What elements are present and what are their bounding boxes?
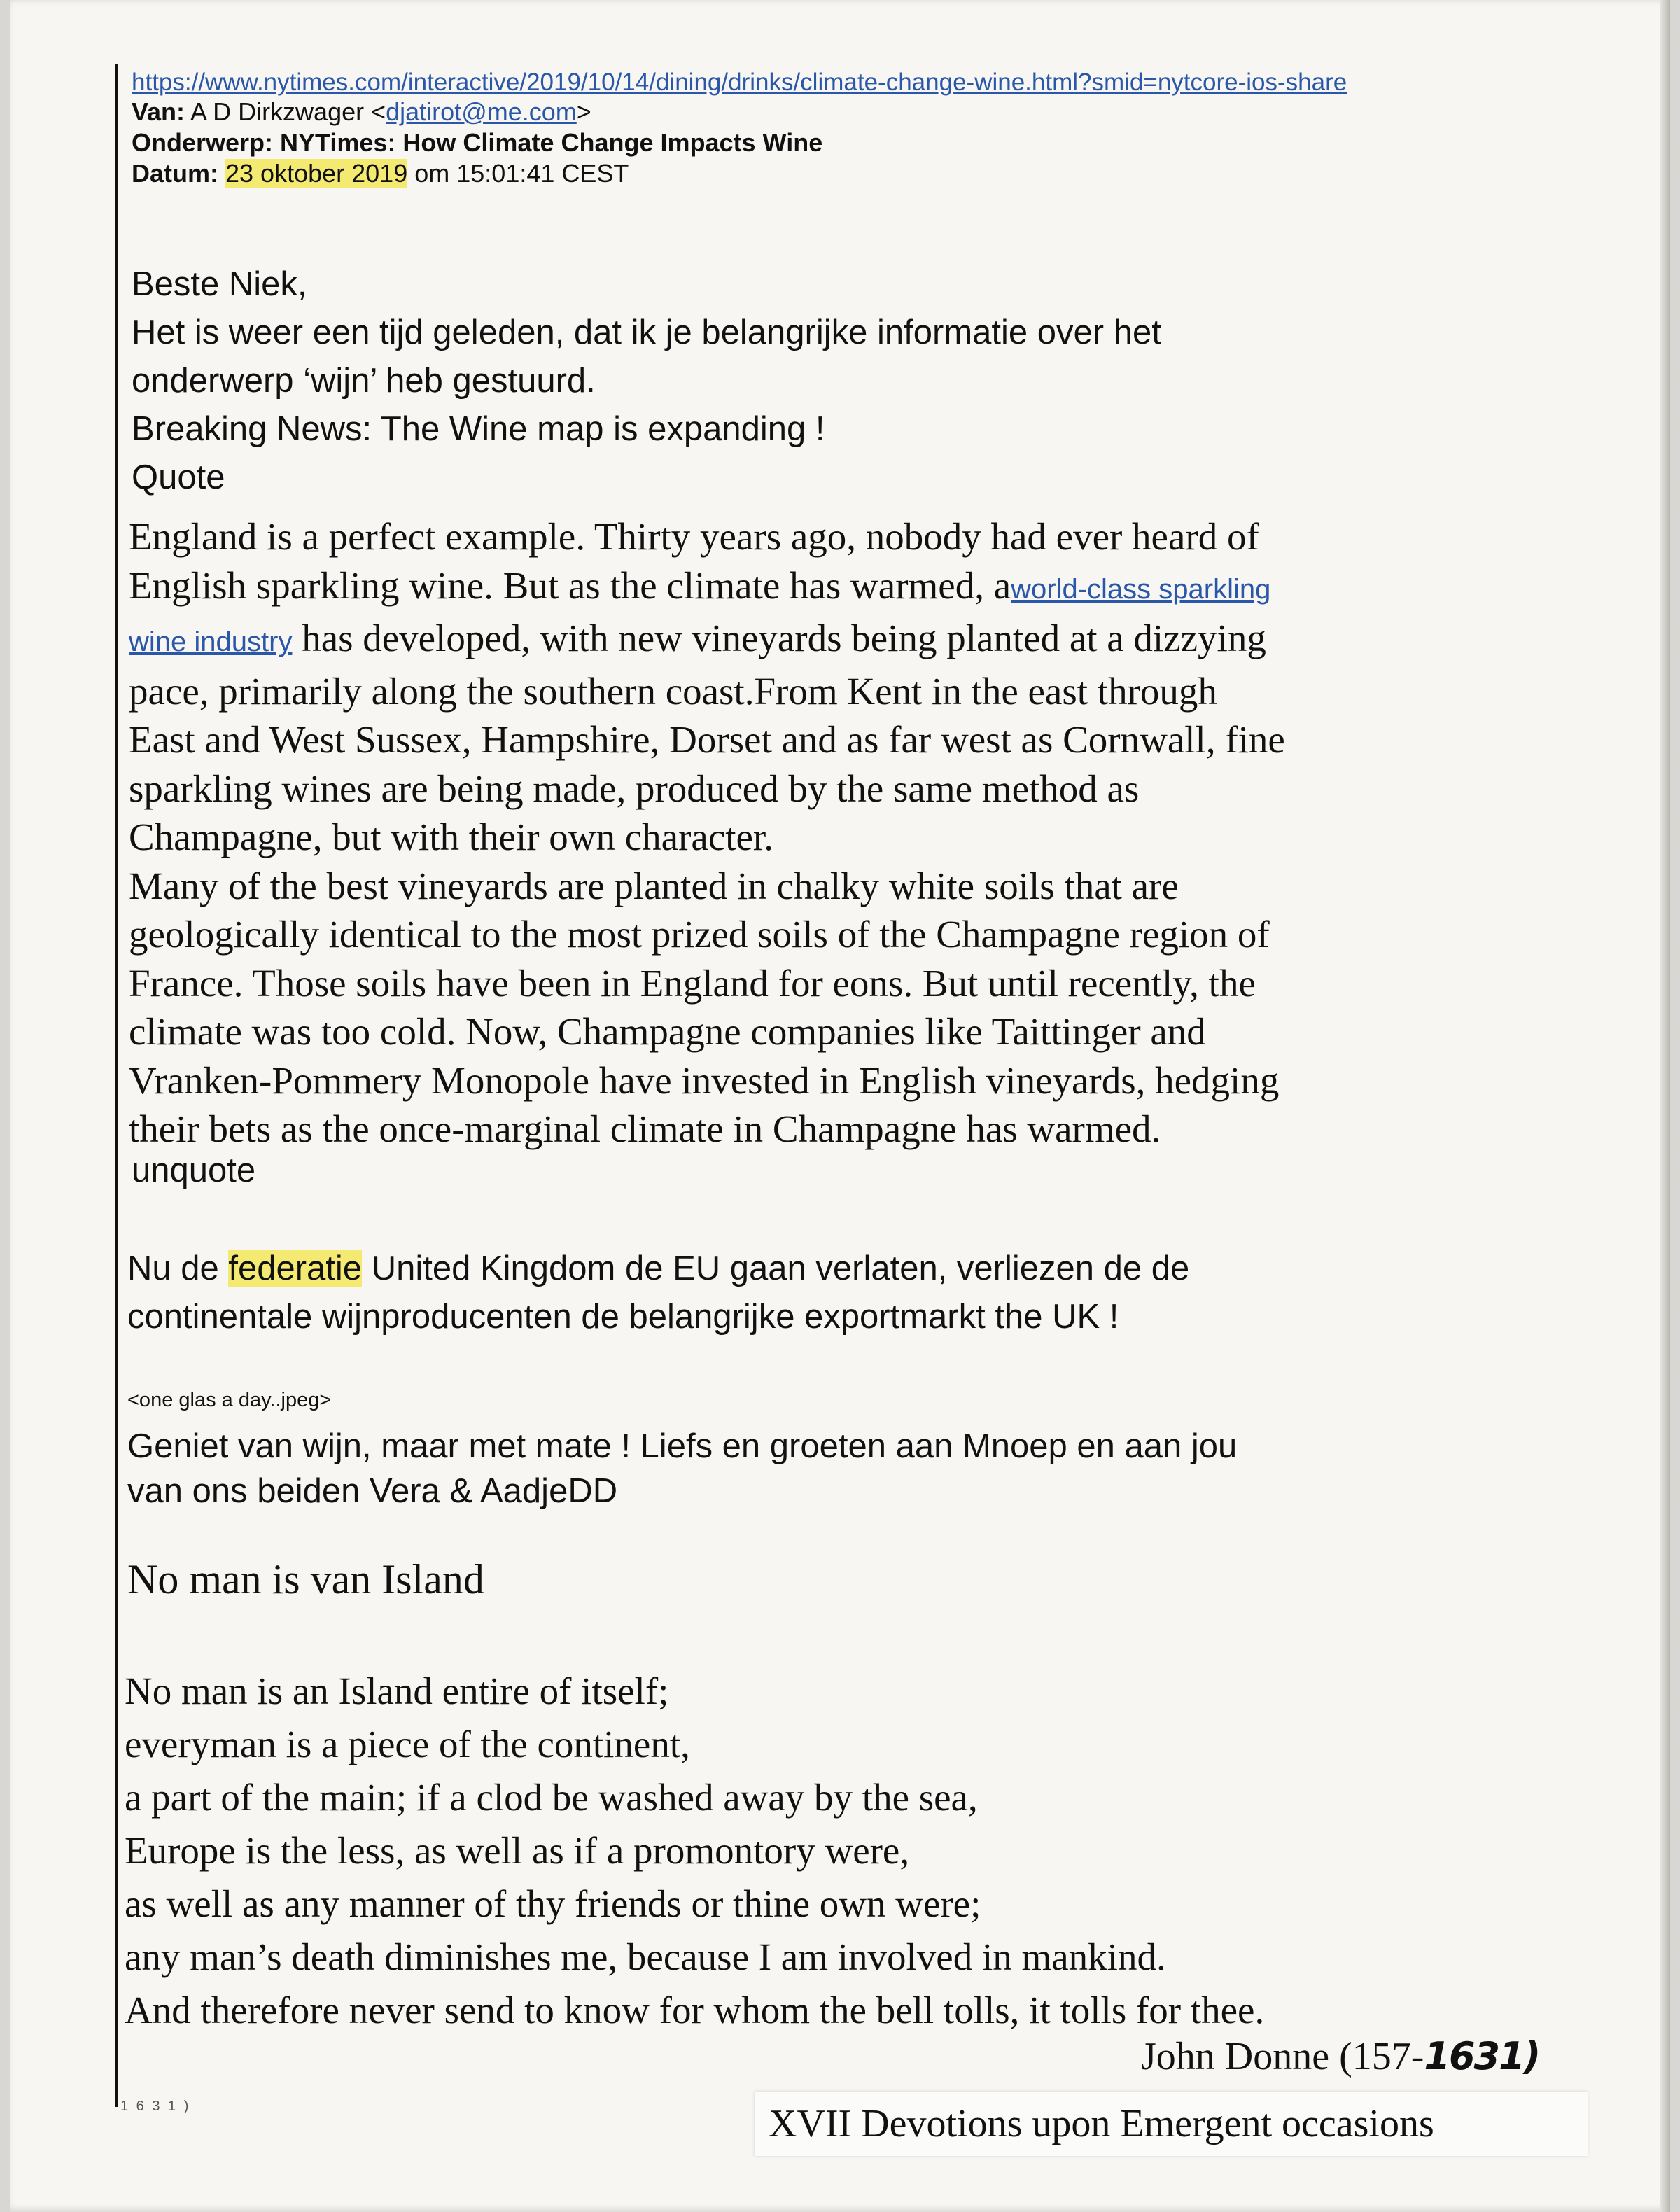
from-email-link[interactable]: djatirot@me.com [386, 97, 577, 126]
brexit-paragraph [127, 1245, 1189, 1341]
brexit-line-1 [127, 1245, 1189, 1293]
article-line-3-text: has developed, with new vineyards being planted at a dizzying [292, 617, 1266, 659]
poem-line: a part of the main; if a clod be washed away by the sea, [125, 1776, 978, 1819]
article-line-1: England is a perfect example. Thirty years ago, nobody had ever heard of [129, 515, 1259, 558]
author-printed: John Donne (157- [1141, 2035, 1424, 2078]
author-handwritten-year: 1631) [1424, 2034, 1540, 2078]
poem-attribution [1141, 2034, 1539, 2079]
subject-line [132, 127, 1347, 158]
article-line-10: France. Those soils have been in England for eons. But until recently, the [129, 961, 1256, 1004]
poem-body [125, 1665, 1264, 2037]
closing-paragraph [127, 1424, 1237, 1513]
from-line [132, 97, 1347, 127]
unquote-marker: unquote [132, 1152, 256, 1189]
article-line-7: Champagne, but with their own character. [129, 816, 774, 858]
quote-marker: Quote [132, 458, 225, 496]
federatie-highlight: federatie [228, 1250, 363, 1287]
email-header [132, 69, 1347, 189]
poem-line: as well as any manner of thy friends or thine own were; [125, 1882, 981, 1925]
from-label: Van: [132, 97, 186, 126]
article-line-8: Many of the best vineyards are planted in chalky white soils that are [129, 864, 1179, 907]
poem-line: Europe is the less, as well as if a promontory were, [125, 1829, 910, 1872]
from-value: A D Dirkzwager < [185, 97, 386, 126]
subject-value: NYTimes: How Climate Change Impacts Wine [273, 128, 823, 157]
greeting: Beste Niek, [132, 265, 307, 303]
subject-label: Onderwerp: [132, 128, 274, 157]
article-line-12: Vranken-Pommery Monopole have invested in English vineyards, hedging [129, 1058, 1280, 1102]
brexit-line-1-a: Nu de [127, 1250, 229, 1287]
intro-block [132, 260, 1161, 502]
poem-title: No man is van Island [127, 1556, 484, 1602]
closing-line-2: van ons beiden Vera & AadjeDD [127, 1472, 618, 1510]
article-line-4: pace, primarily along the southern coast.From Kent in the east through [129, 669, 1217, 713]
date-label: Datum: [132, 159, 218, 188]
article-line-2 [129, 561, 1285, 615]
article-url-link[interactable]: https://www.nytimes.com/interactive/2019/10/14/dining/drinks/climate-change-wine.html?smid=nytcore-ios-share [132, 69, 1348, 96]
attachment-filename[interactable]: <one glas a day..jpeg> [127, 1389, 332, 1411]
sparkling-wine-link-part1[interactable]: world-class sparkling [1011, 573, 1271, 605]
cut-off-text-fragment: 1 6 3 1 ) [120, 2099, 191, 2114]
closing-line-1: Geniet van wijn, maar met mate ! Liefs en groeten aan Mnoep en aan jou [127, 1427, 1238, 1465]
date-line [132, 158, 1347, 189]
book-label-strip: XVII Devotions upon Emergent occasions [755, 2092, 1588, 2156]
date-rest: om 15:01:41 CEST [407, 159, 629, 188]
page-edge-shadow [1660, 0, 1670, 2212]
article-line-5: East and West Sussex, Hampshire, Dorset and as far west as Cornwall, fine [129, 718, 1285, 761]
sparkling-wine-link-part2[interactable]: wine industry [129, 626, 293, 657]
from-close: > [576, 97, 592, 126]
article-line-6: sparkling wines are being made, produced by the same method as [129, 766, 1140, 810]
brexit-line-2: continentale wijnproducenten de belangrijke exportmarkt the UK ! [127, 1298, 1119, 1336]
poem-line: No man is an Island entire of itself; [125, 1670, 669, 1712]
poem-line: everyman is a piece of the continent, [125, 1723, 690, 1765]
intro-line-2: onderwerp ‘wijn’ heb gestuurd. [132, 362, 596, 400]
article-line-11: climate was too cold. Now, Champagne companies like Taittinger and [129, 1010, 1206, 1053]
article-quote [129, 512, 1285, 1154]
brexit-line-1-b: United Kingdom de EU gaan verlaten, verliezen de de [362, 1250, 1190, 1287]
article-line-9: geologically identical to the most prized soils of the Champagne region of [129, 913, 1270, 955]
article-line-3 [129, 614, 1285, 667]
margin-line [115, 64, 118, 2107]
article-line-13: their bets as the once-marginal climate in Champagne has warmed. [129, 1107, 1161, 1150]
intro-line-1: Het is weer een tijd geleden, dat ik je belangrijke informatie over het [132, 314, 1161, 351]
breaking-news: Breaking News: The Wine map is expanding ! [132, 410, 825, 448]
poem-line: And therefore never send to know for whom the bell tolls, it tolls for thee. [125, 1989, 1265, 2031]
poem-line: any man’s death diminishes me, because I am involved in mankind. [125, 1935, 1166, 1978]
article-line-2-text: English sparkling wine. But as the climate has warmed, a [129, 564, 1011, 607]
date-highlight: 23 oktober 2019 [225, 159, 408, 188]
